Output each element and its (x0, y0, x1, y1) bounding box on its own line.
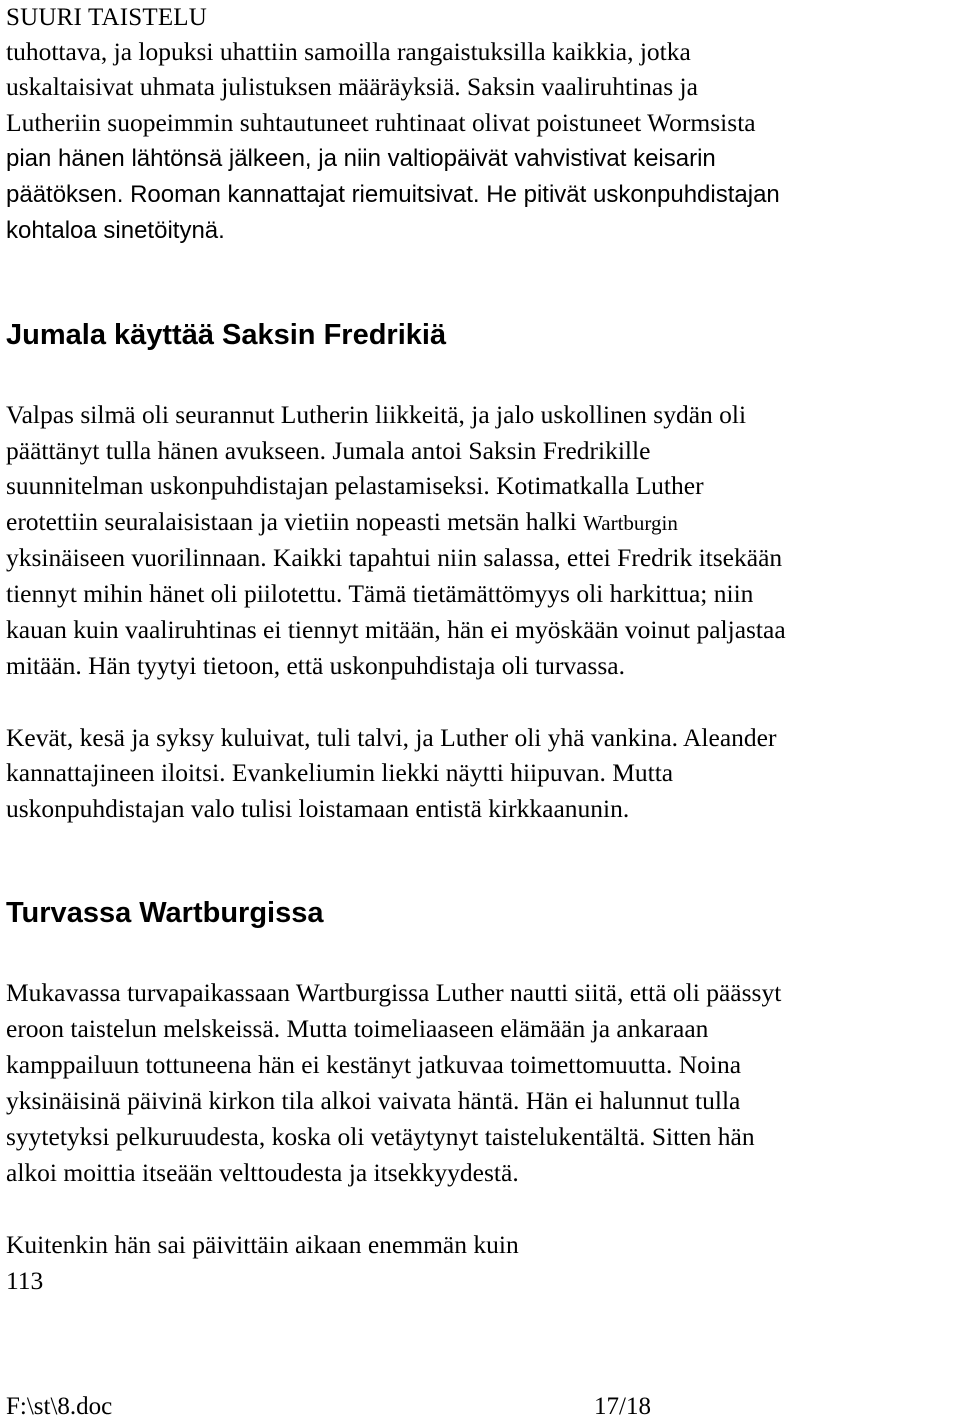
text-span: erotettiin seuralaisistaan ja vietiin nopeasti metsän halki (6, 507, 584, 536)
text-span: Saksin vaaliruhtinas ja (460, 72, 698, 101)
text-line: eroon taistelun melskeissä. Mutta toimeliaaseen elämään ja ankaraan (6, 1014, 709, 1043)
text-span: Wartburgin (583, 511, 678, 535)
text-span: uskaltaisivat uhmata julistuksen määräyksiä. (6, 72, 461, 101)
text-span: päätöksen. Rooman kannattajat riemuitsivat. He pitivät uskonpuhdistajan (6, 181, 780, 208)
text-line: kauan kuin vaaliruhtinas ei tiennyt mitään, hän ei myöskään voinut paljastaa (6, 615, 786, 644)
running-header: SUURI TAISTELU (6, 4, 208, 31)
footer-file-path: F:\st\8.doc (6, 1393, 113, 1420)
text-line (6, 504, 954, 541)
text-line: syytetyksi pelkuruudesta, koska oli vetäytynyt taistelukentältä. Sitten hän (6, 1122, 755, 1151)
text-line: yksinäiseen vuorilinnaan. Kaikki tapahtui niin salassa, ettei Fredrik itsekään (6, 543, 783, 572)
section-heading: Turvassa Wartburgissa (6, 897, 324, 929)
footer-page-count: 17/18 (594, 1393, 651, 1420)
text-line: Lutheriin suopeimmin suhtautuneet ruhtinaat olivat poistuneet Wormsista (6, 108, 756, 137)
page-number: 113 (6, 1266, 44, 1295)
text-line: tuhottava, ja lopuksi uhattiin samoilla rangaistuksilla kaikkia, jotka (6, 37, 691, 66)
text-line: Kevät, kesä ja syksy kuluivat, tuli talvi, ja Luther oli yhä vankina. Aleander (6, 723, 777, 752)
text-line: päättänyt tulla hänen avukseen. Jumala antoi Saksin Fredrikille (6, 436, 651, 465)
text-line: suunnitelman uskonpuhdistajan pelastamiseksi. Kotimatkalla Luther (6, 471, 704, 500)
text-line: tiennyt mihin hänet oli piilotettu. Tämä tietämättömyys oli harkittua; niin (6, 579, 754, 608)
section-heading: Jumala käyttää Saksin Fredrikiä (6, 319, 447, 351)
text-line: kamppailuun tottuneena hän ei kestänyt jatkuvaa toimettomuutta. Noina (6, 1050, 742, 1079)
text-line: Mukavassa turvapaikassaan Wartburgissa Luther nautti siitä, että oli päässyt (6, 978, 782, 1007)
text-line: yksinäisinä päivinä kirkon tila alkoi vaivata häntä. Hän ei halunnut tulla (6, 1086, 741, 1115)
text-line (6, 140, 954, 176)
text-line: Valpas silmä oli seurannut Lutherin liikkeitä, ja jalo uskollinen sydän oli (6, 400, 747, 429)
text-line (6, 69, 954, 104)
text-line: alkoi moittia itseään velttoudesta ja itsekkyydestä. (6, 1158, 519, 1187)
text-line (6, 176, 954, 212)
text-line: Kuitenkin hän sai päivittäin aikaan enemmän kuin (6, 1230, 519, 1259)
text-line (6, 212, 954, 248)
text-span: pian hänen lähtönsä jälkeen, ja niin valtiopäivät vahvistivat keisarin (6, 145, 716, 172)
text-line: mitään. Hän tyytyi tietoon, että uskonpuhdistaja oli turvassa. (6, 651, 625, 680)
text-span: kohtaloa sinetöitynä. (6, 217, 225, 244)
text-line: uskonpuhdistajan valo tulisi loistamaan entistä kirkkaanunin. (6, 794, 630, 823)
text-line: kannattajineen iloitsi. Evankeliumin liekki näytti hiipuvan. Mutta (6, 758, 674, 787)
